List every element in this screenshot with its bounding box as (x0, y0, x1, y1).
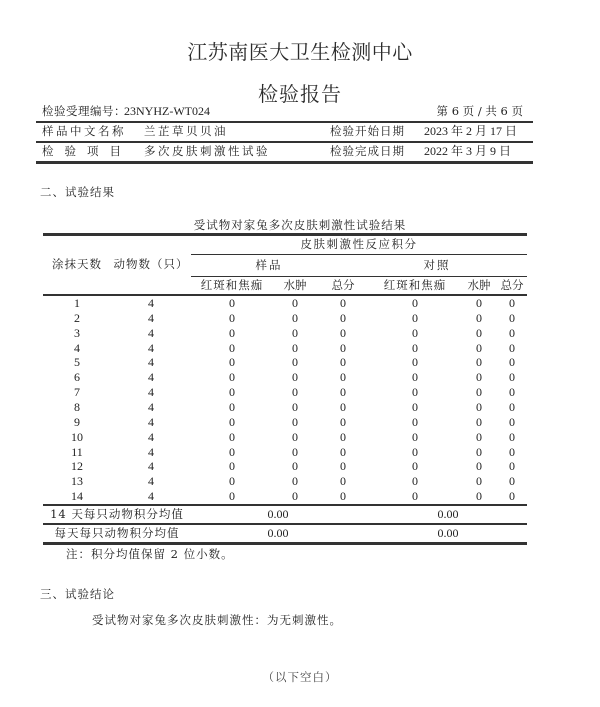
cell-sample-erythema: 0 (229, 370, 235, 385)
cell-sample-edema: 0 (292, 340, 298, 355)
cell-sample-edema: 0 (292, 296, 298, 310)
cell-sample-erythema: 0 (229, 296, 235, 310)
header-control-edema: 水肿 (467, 278, 491, 292)
cell-sample-total: 0 (340, 355, 346, 370)
finish-date-label: 检验完成日期 (330, 144, 405, 158)
cell-sample-erythema: 0 (229, 474, 235, 489)
cell-control-total: 0 (509, 385, 515, 400)
table-top-rule (43, 233, 527, 236)
start-date-label: 检验开始日期 (330, 124, 405, 138)
cell-day: 6 (74, 370, 80, 385)
summary-control-daily: 0.00 (437, 526, 459, 540)
header-control: 对照 (423, 258, 451, 272)
cell-day: 5 (74, 355, 80, 370)
table-caption: 受试物对家兔多次皮肤刺激性试验结果 (193, 218, 407, 232)
table-row (43, 415, 527, 430)
cell-sample-edema: 0 (292, 429, 298, 444)
header-score-group: 皮肤刺激性反应积分 (300, 237, 418, 251)
cell-animals: 4 (148, 474, 154, 489)
start-date-value: 2023 年 2 月 17 日 (424, 124, 518, 138)
cell-day: 14 (71, 489, 83, 504)
report-title: 检验报告 (258, 82, 342, 106)
cell-control-erythema: 0 (412, 489, 418, 504)
cell-animals: 4 (148, 429, 154, 444)
cell-sample-edema: 0 (292, 444, 298, 459)
cell-sample-edema: 0 (292, 355, 298, 370)
table-row (43, 296, 527, 311)
cell-sample-erythema: 0 (229, 385, 235, 400)
body-bottom-rule (43, 504, 527, 506)
cell-sample-total: 0 (340, 399, 346, 414)
cell-animals: 4 (148, 444, 154, 459)
cell-day: 13 (71, 474, 83, 489)
sample-name-value: 兰芷草贝贝油 (144, 124, 228, 138)
cell-control-edema: 0 (476, 296, 482, 310)
table-bottom-rule (43, 542, 527, 545)
header-sample-erythema: 红斑和焦痂 (200, 278, 264, 292)
header-sample: 样品 (255, 258, 283, 272)
summary-label-daily: 每天每只动物积分均值 (54, 526, 180, 540)
header-days: 涂抹天数 (52, 257, 102, 271)
cell-sample-total: 0 (340, 296, 346, 310)
cell-control-erythema: 0 (412, 325, 418, 340)
cell-day: 9 (74, 414, 80, 429)
table-row (43, 370, 527, 385)
item-label: 检验项目 (42, 144, 132, 158)
table-row (43, 400, 527, 415)
cell-control-total: 0 (509, 474, 515, 489)
cell-control-erythema: 0 (412, 340, 418, 355)
table-row (43, 341, 527, 356)
cell-sample-erythema: 0 (229, 325, 235, 340)
header-control-erythema: 红斑和焦痂 (383, 278, 447, 292)
table-row (43, 355, 527, 370)
cell-sample-edema: 0 (292, 414, 298, 429)
cell-control-edema: 0 (476, 489, 482, 504)
cell-animals: 4 (148, 296, 154, 310)
cell-control-erythema: 0 (412, 459, 418, 474)
table-row (43, 385, 527, 400)
cell-animals: 4 (148, 325, 154, 340)
cell-control-edema: 0 (476, 310, 482, 325)
cell-animals: 4 (148, 385, 154, 400)
cell-control-erythema: 0 (412, 444, 418, 459)
cell-control-erythema: 0 (412, 355, 418, 370)
cell-control-erythema: 0 (412, 399, 418, 414)
cell-control-total: 0 (509, 459, 515, 474)
cell-control-edema: 0 (476, 370, 482, 385)
cell-sample-erythema: 0 (229, 414, 235, 429)
cell-sample-edema: 0 (292, 459, 298, 474)
cell-sample-erythema: 0 (229, 399, 235, 414)
cell-animals: 4 (148, 399, 154, 414)
cell-day: 7 (74, 385, 80, 400)
summary-control-14day: 0.00 (437, 507, 459, 521)
cell-animals: 4 (148, 340, 154, 355)
section-heading-conclusion: 三、试验结论 (40, 587, 115, 601)
cell-control-total: 0 (509, 355, 515, 370)
table-row (43, 326, 527, 341)
cell-sample-erythema: 0 (229, 489, 235, 504)
cell-control-total: 0 (509, 489, 515, 504)
cell-day: 2 (74, 310, 80, 325)
cell-control-total: 0 (509, 444, 515, 459)
cell-animals: 4 (148, 310, 154, 325)
cell-sample-edema: 0 (292, 474, 298, 489)
cell-animals: 4 (148, 459, 154, 474)
cell-animals: 4 (148, 370, 154, 385)
cell-control-edema: 0 (476, 474, 482, 489)
sample-name-label: 样品中文名称 (42, 124, 126, 138)
cell-control-erythema: 0 (412, 310, 418, 325)
summary-rule (43, 523, 527, 525)
summary-sample-14day: 0.00 (267, 507, 289, 521)
cell-day: 12 (71, 459, 83, 474)
cell-animals: 4 (148, 355, 154, 370)
cell-sample-erythema: 0 (229, 310, 235, 325)
cell-sample-total: 0 (340, 444, 346, 459)
finish-date-value: 2022 年 3 月 9 日 (424, 144, 512, 158)
accept-no-label: 检验受理编号： (42, 104, 126, 118)
cell-control-total: 0 (509, 370, 515, 385)
meta-row-sample (36, 123, 533, 140)
table-row (43, 445, 527, 460)
organization-name: 江苏南医大卫生检测中心 (187, 40, 413, 64)
header-control-total: 总分 (500, 278, 524, 292)
cell-control-edema: 0 (476, 459, 482, 474)
cell-sample-total: 0 (340, 489, 346, 504)
table-note: 注：积分均值保留 2 位小数。 (66, 547, 234, 561)
cell-control-edema: 0 (476, 444, 482, 459)
cell-sample-erythema: 0 (229, 355, 235, 370)
divider (36, 161, 533, 164)
meta-row-accept-no (36, 103, 533, 120)
cell-sample-total: 0 (340, 310, 346, 325)
section-heading-results: 二、试验结果 (40, 185, 115, 199)
conclusion-text: 受试物对家兔多次皮肤刺激性：为无刺激性。 (92, 613, 342, 627)
table-row (43, 311, 527, 326)
blank-marker: （以下空白） (262, 670, 338, 684)
cell-day: 3 (74, 325, 80, 340)
table-row (43, 459, 527, 474)
cell-day: 11 (71, 444, 83, 459)
cell-control-erythema: 0 (412, 414, 418, 429)
cell-animals: 4 (148, 489, 154, 504)
cell-control-edema: 0 (476, 399, 482, 414)
cell-sample-total: 0 (340, 474, 346, 489)
cell-sample-total: 0 (340, 325, 346, 340)
header-rule (191, 254, 527, 255)
cell-sample-edema: 0 (292, 385, 298, 400)
cell-control-edema: 0 (476, 429, 482, 444)
summary-sample-daily: 0.00 (267, 526, 289, 540)
cell-sample-edema: 0 (292, 370, 298, 385)
cell-control-total: 0 (509, 399, 515, 414)
cell-control-erythema: 0 (412, 385, 418, 400)
cell-control-edema: 0 (476, 355, 482, 370)
cell-control-edema: 0 (476, 385, 482, 400)
cell-control-total: 0 (509, 429, 515, 444)
cell-control-total: 0 (509, 340, 515, 355)
cell-control-erythema: 0 (412, 429, 418, 444)
header-sample-total: 总分 (331, 278, 355, 292)
cell-sample-total: 0 (340, 429, 346, 444)
cell-control-total: 0 (509, 310, 515, 325)
accept-no-value: 23NYHZ-WT024 (124, 104, 210, 118)
header-rule (191, 276, 527, 277)
cell-sample-total: 0 (340, 370, 346, 385)
cell-control-erythema: 0 (412, 370, 418, 385)
cell-sample-edema: 0 (292, 399, 298, 414)
cell-day: 8 (74, 399, 80, 414)
cell-day: 10 (71, 429, 83, 444)
cell-sample-edema: 0 (292, 489, 298, 504)
header-animals: 动物数（只） (113, 257, 189, 271)
cell-sample-erythema: 0 (229, 459, 235, 474)
cell-control-edema: 0 (476, 340, 482, 355)
cell-control-erythema: 0 (412, 474, 418, 489)
cell-control-edema: 0 (476, 414, 482, 429)
cell-sample-total: 0 (340, 340, 346, 355)
cell-day: 4 (74, 340, 80, 355)
table-row (43, 430, 527, 445)
cell-control-total: 0 (509, 414, 515, 429)
table-row (43, 489, 527, 504)
cell-control-edema: 0 (476, 325, 482, 340)
cell-sample-total: 0 (340, 459, 346, 474)
cell-sample-erythema: 0 (229, 340, 235, 355)
cell-animals: 4 (148, 414, 154, 429)
meta-row-item (36, 143, 533, 160)
cell-sample-edema: 0 (292, 325, 298, 340)
cell-control-erythema: 0 (412, 296, 418, 310)
table-row (43, 474, 527, 489)
cell-day: 1 (74, 296, 80, 310)
header-sample-edema: 水肿 (283, 278, 307, 292)
summary-label-14day: 14 天每只动物积分均值 (50, 507, 184, 521)
cell-control-total: 0 (509, 296, 515, 310)
cell-sample-erythema: 0 (229, 444, 235, 459)
cell-sample-total: 0 (340, 414, 346, 429)
page-info: 第 6 页 / 共 6 页 (436, 104, 523, 118)
cell-sample-edema: 0 (292, 310, 298, 325)
cell-sample-total: 0 (340, 385, 346, 400)
item-value: 多次皮肤刺激性试验 (144, 144, 270, 158)
cell-sample-erythema: 0 (229, 429, 235, 444)
cell-control-total: 0 (509, 325, 515, 340)
